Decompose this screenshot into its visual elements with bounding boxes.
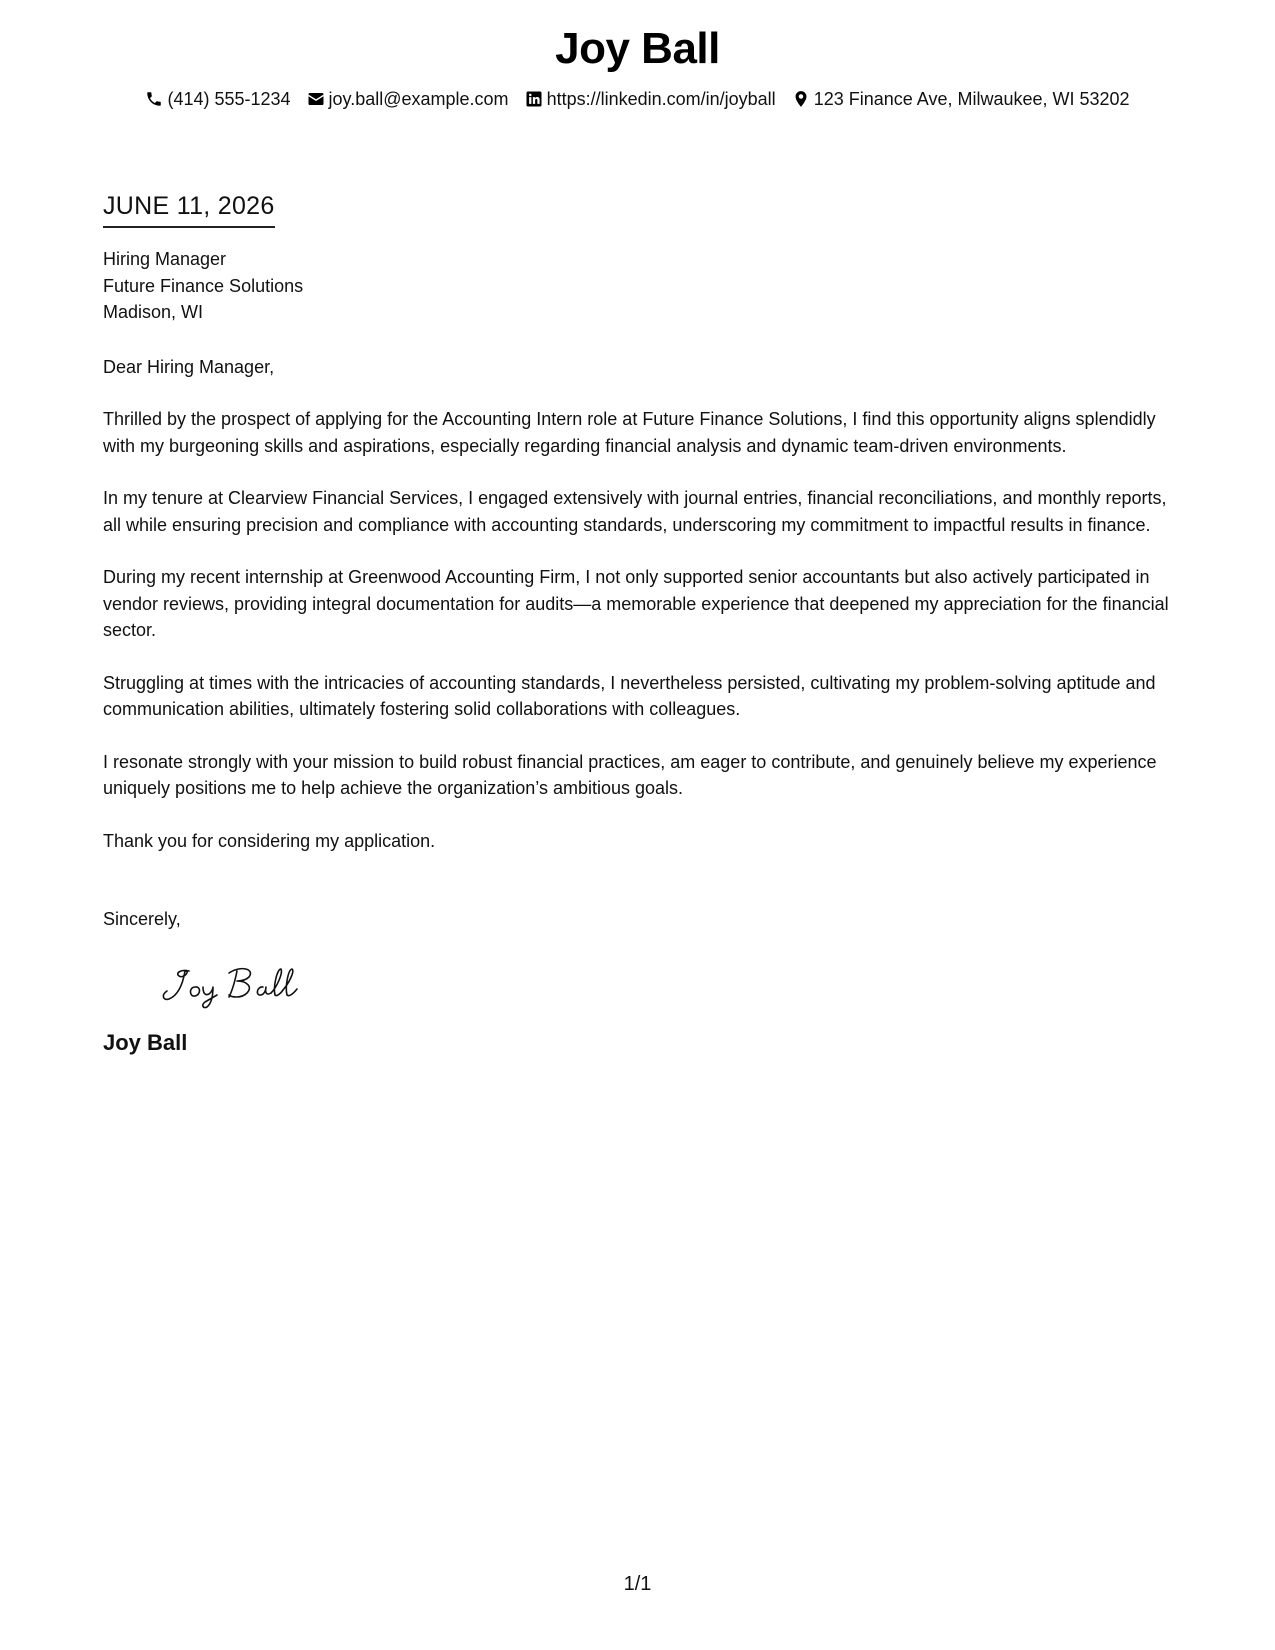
closing: Sincerely,: [103, 909, 181, 929]
linkedin-text: https://linkedin.com/in/joyball: [546, 89, 776, 109]
body-paragraph: Struggling at times with the intricacies of accounting standards, I nevertheless persisted, cultivating my problem-solving aptitude and communication abilities, ultimately fostering solid collaborations with colleagues.: [103, 672, 1156, 719]
contact-linkedin[interactable]: [525, 88, 776, 110]
body-paragraph: During my recent internship at Greenwood Accounting Firm, I not only supported senior accountants but also actively participated in vendor reviews, providing integral documentation for audits—a memorable experience that deepened my appreciation for the financial sector.: [103, 567, 1169, 640]
contact-email[interactable]: [307, 88, 509, 110]
phone-icon: [145, 90, 163, 108]
address-text: 123 Finance Ave, Milwaukee, WI 53202: [813, 89, 1130, 109]
handwritten-signature: [159, 959, 319, 1015]
recipient-company: Future Finance Solutions: [103, 275, 304, 296]
body-paragraph: Thrilled by the prospect of applying for the Accounting Intern role at Future Finance Solutions, I find this opportunity aligns splendidly with my burgeoning skills and aspirations, especially regarding financial analysis and dynamic team-driven environments.: [103, 409, 1156, 456]
body-paragraph: Thank you for considering my application.: [103, 830, 436, 851]
email-text: joy.ball@example.com: [328, 89, 509, 109]
recipient-location: Madison, WI: [103, 302, 204, 322]
signer-name: Joy Ball: [103, 1029, 188, 1055]
contact-info-row: [0, 88, 1275, 110]
page-number: 1/1: [623, 1573, 652, 1595]
letter-date: JUNE 11, 2026: [103, 190, 275, 228]
envelope-icon: [307, 90, 325, 108]
salutation: Dear Hiring Manager,: [103, 356, 275, 377]
body-paragraph: I resonate strongly with your mission to build robust financial practices, am eager to contribute, and genuinely believe my experience uniquely positions me to help achieve the organization’s ambitious goals.: [103, 751, 1157, 798]
linkedin-icon: [525, 90, 543, 108]
recipient-block: [103, 246, 1178, 326]
contact-address: [792, 88, 1130, 110]
letter-header: [0, 22, 1275, 110]
body-paragraph: In my tenure at Clearview Financial Services, I engaged extensively with journal entries, financial reconciliations, and monthly reports, all while ensuring precision and compliance with accounting standards, underscoring my commitment to impactful results in finance.: [103, 488, 1167, 535]
applicant-name: Joy Ball: [555, 24, 720, 73]
contact-phone: [145, 88, 290, 110]
phone-text: (414) 555-1234: [167, 89, 291, 109]
letter-body: [103, 190, 1178, 1057]
recipient-title: Hiring Manager: [103, 249, 227, 269]
map-pin-icon: [792, 90, 810, 108]
